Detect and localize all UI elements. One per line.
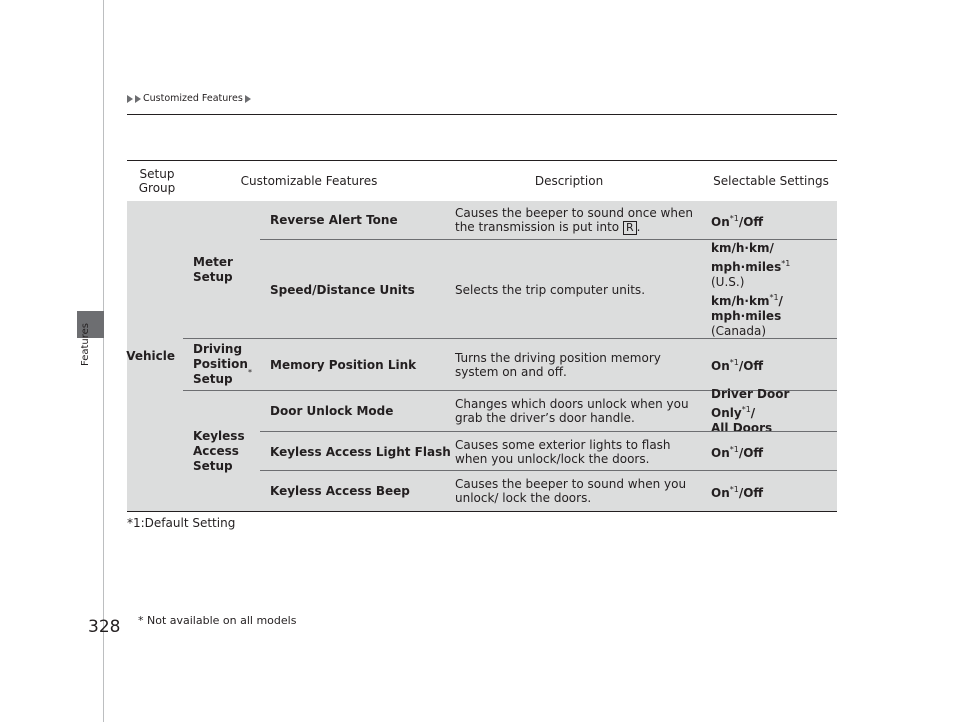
feature-settings bbox=[711, 442, 836, 461]
feature-description bbox=[455, 206, 705, 235]
group-vehicle: Vehicle bbox=[126, 348, 175, 363]
default-mark: *1 bbox=[729, 213, 739, 223]
feature-settings bbox=[711, 211, 836, 230]
feature-settings bbox=[711, 482, 836, 501]
setting-option: On bbox=[711, 446, 730, 460]
table-row bbox=[260, 386, 837, 435]
triangle-right-icon bbox=[127, 95, 133, 103]
feature-name: Memory Position Link bbox=[270, 357, 417, 372]
table-body bbox=[127, 201, 837, 512]
description-text: Causes the beeper to sound once when the transmission is put into bbox=[455, 205, 693, 234]
availability-footnote: * Not available on all models bbox=[138, 614, 297, 627]
default-mark: *1 bbox=[729, 358, 739, 367]
setting-option: km/h·km bbox=[711, 293, 770, 308]
table-row bbox=[260, 201, 837, 239]
description-end: . bbox=[636, 219, 641, 234]
setting-option: /Off bbox=[738, 359, 764, 373]
triangle-right-icon bbox=[245, 95, 251, 103]
setting-separator: / bbox=[778, 293, 783, 308]
feature-description: Causes the beeper to sound when you unlock/ lock the doors. bbox=[455, 477, 687, 505]
header-rule bbox=[127, 114, 837, 115]
setting-option: On bbox=[711, 485, 730, 500]
page-number: 328 bbox=[88, 617, 121, 637]
subgroup-driving-label: Driving Position Setup bbox=[193, 341, 248, 386]
breadcrumb-section[interactable]: Customized Features bbox=[143, 93, 243, 104]
triangle-right-icon bbox=[135, 95, 141, 103]
feature-description: Causes some exterior lights to flash when you unlock/lock the doors. bbox=[455, 437, 671, 466]
default-mark: *1 bbox=[741, 404, 751, 414]
table-row bbox=[260, 339, 837, 390]
feature-name: Keyless Access Light Flash bbox=[270, 444, 451, 459]
setting-option: /Off bbox=[738, 446, 764, 460]
table-row bbox=[260, 239, 837, 339]
feature-name: Keyless Access Beep bbox=[270, 484, 410, 498]
default-mark: *1 bbox=[729, 484, 739, 494]
feature-description: Selects the trip computer units. bbox=[455, 282, 646, 297]
footnote-mark: * bbox=[247, 368, 252, 377]
sidebar-label: Features bbox=[80, 323, 91, 366]
feature-name: Door Unlock Mode bbox=[270, 404, 394, 418]
setting-region: (U.S.) bbox=[711, 274, 745, 289]
setting-option: mph·miles bbox=[711, 259, 782, 274]
default-mark: *1 bbox=[729, 445, 739, 454]
table-header bbox=[127, 161, 837, 200]
default-mark: *1 bbox=[781, 258, 791, 268]
feature-settings bbox=[711, 241, 836, 339]
sidebar-divider bbox=[103, 0, 104, 722]
setting-option: On bbox=[711, 359, 730, 373]
feature-name: Speed/Distance Units bbox=[270, 282, 415, 297]
feature-settings bbox=[711, 387, 836, 436]
setting-option: mph·miles bbox=[711, 308, 782, 323]
setting-separator: / bbox=[750, 405, 756, 420]
subgroup-meter-setup: Meter Setup bbox=[193, 254, 233, 284]
table-row bbox=[260, 431, 837, 471]
header-customizable-features: Customizable Features bbox=[240, 173, 378, 188]
header-description: Description bbox=[534, 173, 604, 188]
feature-settings bbox=[711, 355, 836, 374]
feature-description: Turns the driving position memory system on and off. bbox=[455, 350, 661, 379]
default-setting-note: *1:Default Setting bbox=[127, 516, 236, 530]
setting-option: All Doors bbox=[711, 420, 773, 435]
table-row bbox=[260, 470, 837, 511]
gear-r-icon: R bbox=[623, 221, 637, 235]
setting-option: On bbox=[711, 214, 730, 229]
setting-option: km/h·km/ bbox=[711, 240, 774, 255]
setting-region: (Canada) bbox=[711, 323, 767, 338]
breadcrumb bbox=[127, 93, 251, 104]
header-selectable-settings: Selectable Settings bbox=[713, 173, 829, 188]
subgroup-driving-position-setup bbox=[193, 338, 257, 390]
setting-option: Driver Door Only bbox=[711, 386, 790, 420]
default-mark: *1 bbox=[769, 292, 779, 302]
customized-features-table bbox=[126, 160, 837, 505]
setting-option: /Off bbox=[738, 485, 764, 500]
feature-name: Reverse Alert Tone bbox=[270, 213, 398, 227]
setting-option: /Off bbox=[738, 214, 764, 229]
header-setup-group: Setup Group bbox=[138, 166, 176, 195]
subgroup-keyless-access-setup: Keyless Access Setup bbox=[193, 428, 245, 473]
feature-description: Changes which doors unlock when you grab the driver’s door handle. bbox=[455, 397, 689, 425]
